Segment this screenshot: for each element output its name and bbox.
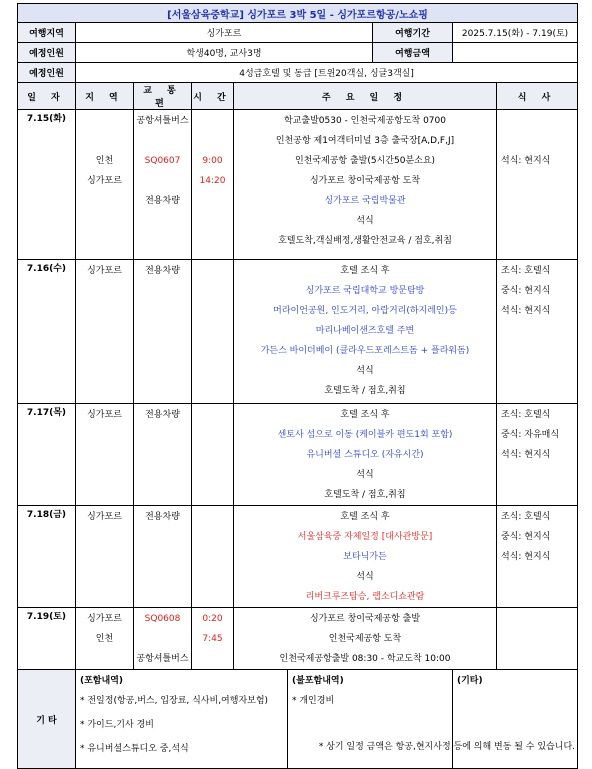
- header-schedule: 주 요 일 정: [234, 83, 497, 110]
- schedule-line: 호텔 조식 후: [340, 512, 390, 522]
- schedule-line: 싱가포르 창이국제공항 출발: [309, 614, 421, 624]
- schedule-line: 센토사 섬으로 이동 (케이블카 편도1회 포함): [277, 430, 453, 440]
- time-line: 0:20: [202, 614, 223, 624]
- flight-number: SQ0608: [144, 614, 181, 624]
- time-line: 7:45: [202, 634, 223, 644]
- day-row: [18, 404, 578, 506]
- itinerary-table: [17, 3, 578, 769]
- meal-line: 석식: 현지식: [501, 552, 551, 562]
- meal-line: 중식: 현지식: [501, 532, 551, 542]
- day-schedule: [234, 260, 497, 404]
- day-meals: [497, 608, 578, 670]
- day-date: 7.18(금): [18, 506, 76, 608]
- schedule-line: 보타닉가든: [343, 552, 387, 562]
- region-line: 인천: [95, 156, 114, 166]
- schedule-header-row: [18, 83, 578, 110]
- transport-line: 전용차량: [145, 512, 180, 522]
- meal-line: 석식: 현지식: [501, 156, 551, 166]
- flight-number: SQ0607: [144, 156, 181, 166]
- excluded-title: (불포함내역): [292, 676, 344, 686]
- header-region: 지 역: [76, 83, 134, 110]
- region-line: 싱가포르: [87, 410, 122, 420]
- day-schedule: [234, 404, 497, 506]
- schedule-line: 호텔도착,객실배정,생활안전교육 / 점호,취침: [278, 236, 452, 246]
- day-row: [18, 260, 578, 404]
- region-line: 인천: [95, 634, 114, 644]
- schedule-line: 머라이언공원, 인도거리, 아랍거리(하지레인)등: [273, 306, 457, 316]
- price-label: 여행금액: [373, 43, 453, 63]
- day-time: [192, 506, 234, 608]
- schedule-line: 학교출발0530 - 인천국제공항도착 0700: [284, 116, 446, 126]
- info-row-hotel: [18, 63, 578, 83]
- hotel-value: 4성급호텔 및 동급 [트윈20객실, 싱글3객실]: [76, 63, 578, 83]
- day-meals: [497, 506, 578, 608]
- meal-line: 조식: 호텔식: [501, 512, 551, 522]
- people-label: 예정인원: [18, 43, 76, 63]
- region-label: 여행지역: [18, 23, 76, 43]
- meal-line: 중식: 자유매식: [501, 430, 560, 440]
- day-region: [76, 608, 134, 670]
- info-row-region: [18, 23, 578, 43]
- excluded-item: * 개인경비: [292, 696, 335, 706]
- transport-line: 공항셔틀버스: [136, 654, 189, 664]
- day-time: [192, 404, 234, 506]
- day-region: [76, 110, 134, 260]
- day-schedule: [234, 506, 497, 608]
- etc-label: 기 타: [18, 670, 76, 769]
- day-time: [192, 608, 234, 670]
- hotel-label: 예정인원: [18, 63, 76, 83]
- schedule-line: 인천국제공항출발 08:30 - 학교도착 10:00: [279, 654, 451, 664]
- day-transport: [134, 110, 192, 260]
- day-transport: [134, 608, 192, 670]
- schedule-line: 석식: [356, 470, 374, 480]
- day-region: [76, 260, 134, 404]
- schedule-line: 마리나베이샌즈호텔 주변: [315, 326, 415, 336]
- transport-line: 전용차량: [145, 410, 180, 420]
- day-time: [192, 110, 234, 260]
- schedule-line: 싱가포르 국립대학교 방문탐방: [305, 286, 425, 296]
- footnote: * 상기 일정 금액은 항공,현지사정 등에 의해 변동 될 수 있습니다.: [318, 742, 575, 752]
- day-meals: [497, 110, 578, 260]
- header-transport: 교 통 편: [134, 83, 192, 110]
- meal-line: 조식: 호텔식: [501, 410, 551, 420]
- schedule-line: 인천국제공항 도착: [328, 634, 402, 644]
- day-schedule: [234, 110, 497, 260]
- schedule-line: 인천공항 제1여객터미널 3층 출국장[A,D,F,J]: [275, 136, 455, 146]
- other-title: (기타): [457, 676, 483, 686]
- schedule-line: 석식: [356, 216, 374, 226]
- day-date: 7.16(수): [18, 260, 76, 404]
- schedule-line: 가든스 바이더베이 (클라우드포레스트돔 + 플라워돔): [260, 346, 470, 356]
- schedule-line: 호텔도착 / 점호,취침: [324, 386, 406, 396]
- schedule-line: 호텔 조식 후: [340, 266, 390, 276]
- schedule-line: 유니버셜 스튜디오 (자유시간): [306, 450, 424, 460]
- schedule-line: 싱가포르 국립박물관: [324, 196, 406, 206]
- day-region: [76, 404, 134, 506]
- day-date: 7.15(화): [18, 110, 76, 260]
- included-item: * 전일정(항공,버스, 입장료, 식사비,여행자보험): [80, 696, 269, 706]
- region-value: 싱가포르: [76, 23, 373, 43]
- day-meals: [497, 260, 578, 404]
- period-label: 여행기간: [373, 23, 453, 43]
- meal-line: 석식: 현지식: [501, 306, 551, 316]
- time-line: 9:00: [202, 156, 223, 166]
- day-transport: [134, 506, 192, 608]
- transport-line: 전용차량: [145, 196, 180, 206]
- header-time: 시 간: [192, 83, 234, 110]
- schedule-line: 리버크루즈탑승, 랩소디쇼관람: [305, 592, 425, 602]
- schedule-line: 인천국제공항 출발(5시간50분소요): [294, 156, 436, 166]
- schedule-line: 서울삼육중 자체일정 [대사관방문]: [297, 532, 433, 542]
- meal-line: 조식: 호텔식: [501, 266, 551, 276]
- day-row: [18, 110, 578, 260]
- schedule-line: 호텔 조식 후: [340, 410, 390, 420]
- region-line: 싱가포르: [87, 512, 122, 522]
- day-time: [192, 260, 234, 404]
- document-title: [서울삼육중학교] 싱가포르 3박 5일 - 싱가포르항공/노쇼핑: [18, 4, 578, 23]
- title-row: [18, 4, 578, 23]
- included-item: * 유니버셜스튜디오 중,석식: [80, 744, 189, 754]
- day-date: 7.17(목): [18, 404, 76, 506]
- meal-line: 석식: 현지식: [501, 450, 551, 460]
- day-meals: [497, 404, 578, 506]
- region-line: 싱가포르: [87, 614, 122, 624]
- included-title: (포함내역): [80, 676, 124, 686]
- period-value: 2025.7.15(화) - 7.19(토): [453, 23, 578, 43]
- schedule-line: 석식: [356, 572, 374, 582]
- transport-line: 전용차량: [145, 266, 180, 276]
- included-item: * 가이드,기사 경비: [80, 720, 154, 730]
- region-line: 싱가포르: [87, 176, 122, 186]
- time-line: 14:20: [199, 176, 226, 186]
- day-transport: [134, 404, 192, 506]
- day-date: 7.19(토): [18, 608, 76, 670]
- people-value: 학생40명, 교사3명: [76, 43, 373, 63]
- day-row: [18, 506, 578, 608]
- day-row: [18, 608, 578, 670]
- header-meals: 식 사: [497, 83, 578, 110]
- info-row-people: [18, 43, 578, 63]
- day-schedule: [234, 608, 497, 670]
- meal-line: 중식: 현지식: [501, 286, 551, 296]
- schedule-line: 싱가포르 창이국제공항 도착: [309, 176, 421, 186]
- region-line: 싱가포르: [87, 266, 122, 276]
- schedule-line: 석식: [356, 366, 374, 376]
- itinerary-document: [17, 3, 577, 769]
- schedule-line: 호텔도착 / 점호,취침: [324, 490, 406, 500]
- day-region: [76, 506, 134, 608]
- day-transport: [134, 260, 192, 404]
- header-date: 일 자: [18, 83, 76, 110]
- price-value: [453, 43, 578, 63]
- transport-line: 공항셔틀버스: [136, 116, 189, 126]
